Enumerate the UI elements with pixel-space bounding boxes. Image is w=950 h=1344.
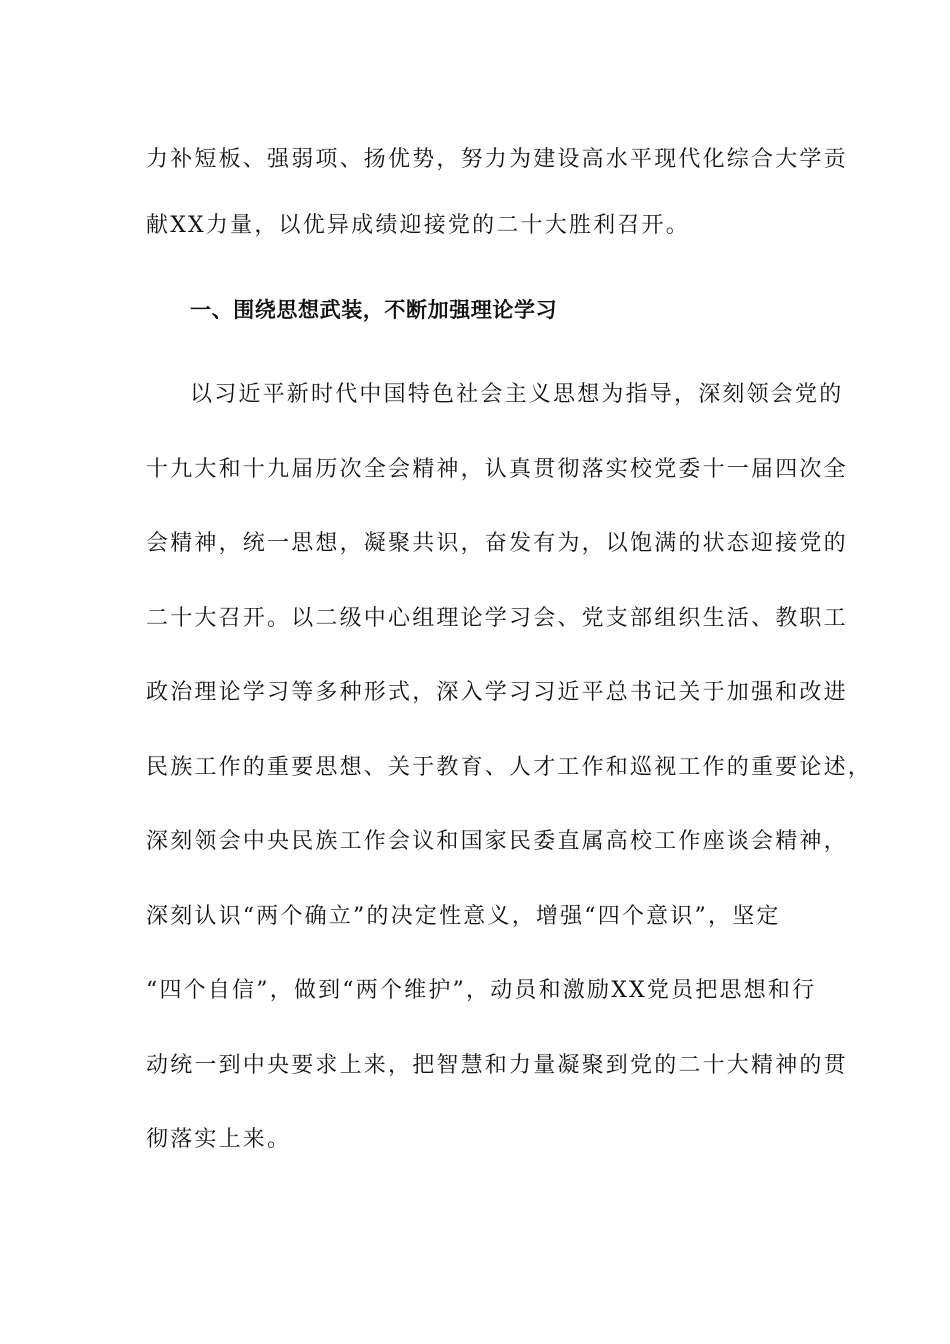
body-line-10: 动统一到中央要求上来，把智慧和力量凝聚到党的二十大精神的贯 bbox=[146, 1053, 848, 1078]
body-line-1: 以习近平新时代中国特色社会主义思想为指导，深刻领会党的 bbox=[190, 382, 844, 407]
intro-line-1: 力补短板、强弱项、扬优势，努力为建设高水平现代化综合大学贡 bbox=[146, 147, 848, 172]
section-heading: 一、围绕思想武装，不断加强理论学习 bbox=[190, 298, 558, 322]
body-line-6: 民族工作的重要思想、关于教育、人才工作和巡视工作的重要论述， bbox=[146, 755, 873, 780]
body-line-4: 二十大召开。以二级中心组理论学习会、党支部组织生活、教职工 bbox=[146, 606, 848, 631]
body-line-9: “四个自信”，做到“两个维护”，动员和激励XX党员把思想和行 bbox=[146, 978, 817, 1003]
body-line-5: 政治理论学习等多种形式，深入学习习近平总书记关于加强和改进 bbox=[146, 680, 848, 705]
body-line-2: 十九大和十九届历次全会精神，认真贯彻落实校党委十一届四次全 bbox=[146, 457, 848, 482]
body-line-11: 彻落实上来。 bbox=[146, 1127, 292, 1152]
intro-line-2: 献XX力量，以优异成绩迎接党的二十大胜利召开。 bbox=[146, 213, 690, 238]
body-line-3: 会精神，统一思想，凝聚共识，奋发有为，以饱满的状态迎接党的 bbox=[146, 531, 848, 556]
body-line-8: 深刻认识“两个确立”的决定性意义，增强“四个意识”，坚定 bbox=[146, 904, 781, 929]
body-line-7: 深刻领会中央民族工作会议和国家民委直属高校工作座谈会精神， bbox=[146, 829, 848, 854]
